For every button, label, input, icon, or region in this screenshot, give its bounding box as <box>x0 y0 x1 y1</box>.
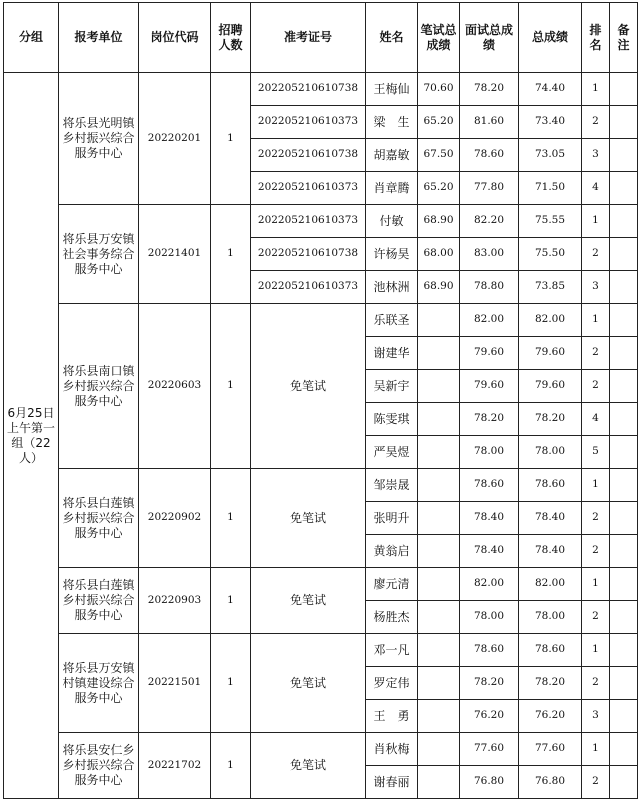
written-cell <box>418 667 460 700</box>
name-cell: 肖章腾 <box>366 172 418 205</box>
rank-cell: 1 <box>582 634 610 667</box>
recruit-cell: 1 <box>211 469 251 568</box>
total-cell: 78.00 <box>519 601 582 634</box>
total-cell: 78.00 <box>519 436 582 469</box>
written-cell: 65.20 <box>418 172 460 205</box>
exempt-cell: 免笔试 <box>251 733 366 799</box>
written-cell <box>418 766 460 799</box>
header-unit: 报考单位 <box>59 3 139 73</box>
code-cell: 20220903 <box>139 568 211 634</box>
code-cell: 20220603 <box>139 304 211 469</box>
note-cell <box>610 667 638 700</box>
total-cell: 78.40 <box>519 502 582 535</box>
written-cell <box>418 601 460 634</box>
note-cell <box>610 73 638 106</box>
written-cell: 68.00 <box>418 238 460 271</box>
name-cell: 陈雯琪 <box>366 403 418 436</box>
written-cell: 67.50 <box>418 139 460 172</box>
header-total: 总成绩 <box>519 3 582 73</box>
code-cell: 20221401 <box>139 205 211 304</box>
total-cell: 79.60 <box>519 370 582 403</box>
note-cell <box>610 304 638 337</box>
header-rank: 排名 <box>582 3 610 73</box>
rank-cell: 1 <box>582 469 610 502</box>
note-cell <box>610 271 638 304</box>
recruit-cell: 1 <box>211 205 251 304</box>
ticket-cell: 202205210610738 <box>251 139 366 172</box>
written-cell <box>418 337 460 370</box>
interview-cell: 82.00 <box>460 304 519 337</box>
total-cell: 82.00 <box>519 304 582 337</box>
rank-cell: 3 <box>582 700 610 733</box>
interview-cell: 78.60 <box>460 469 519 502</box>
rank-cell: 1 <box>582 205 610 238</box>
written-cell <box>418 469 460 502</box>
unit-cell: 将乐县万安镇村镇建设综合服务中心 <box>59 634 139 733</box>
table-body <box>4 73 638 799</box>
note-cell <box>610 634 638 667</box>
name-cell: 罗定伟 <box>366 667 418 700</box>
interview-cell: 78.60 <box>460 139 519 172</box>
total-cell: 78.20 <box>519 667 582 700</box>
unit-cell: 将乐县光明镇乡村振兴综合服务中心 <box>59 73 139 205</box>
table-row <box>4 733 638 766</box>
table-row <box>4 304 638 337</box>
rank-cell: 3 <box>582 139 610 172</box>
interview-cell: 82.20 <box>460 205 519 238</box>
interview-cell: 78.20 <box>460 403 519 436</box>
interview-cell: 77.60 <box>460 733 519 766</box>
header-written: 笔试总成绩 <box>418 3 460 73</box>
name-cell: 邓一凡 <box>366 634 418 667</box>
unit-cell: 将乐县万安镇社会事务综合服务中心 <box>59 205 139 304</box>
name-cell: 池林洲 <box>366 271 418 304</box>
rank-cell: 2 <box>582 502 610 535</box>
interview-cell: 78.20 <box>460 73 519 106</box>
note-cell <box>610 601 638 634</box>
note-cell <box>610 568 638 601</box>
note-cell <box>610 403 638 436</box>
group-cell: 6月25日上午第一组（22人） <box>4 73 59 799</box>
ticket-cell: 202205210610373 <box>251 106 366 139</box>
name-cell: 肖秋梅 <box>366 733 418 766</box>
header-ticket: 准考证号 <box>251 3 366 73</box>
header-interview: 面试总成绩 <box>460 3 519 73</box>
total-cell: 73.85 <box>519 271 582 304</box>
note-cell <box>610 337 638 370</box>
total-cell: 75.55 <box>519 205 582 238</box>
interview-cell: 76.20 <box>460 700 519 733</box>
name-cell: 胡嘉敏 <box>366 139 418 172</box>
rank-cell: 1 <box>582 304 610 337</box>
rank-cell: 1 <box>582 73 610 106</box>
recruit-cell: 1 <box>211 733 251 799</box>
total-cell: 78.60 <box>519 634 582 667</box>
note-cell <box>610 535 638 568</box>
exempt-cell: 免笔试 <box>251 568 366 634</box>
exempt-cell: 免笔试 <box>251 304 366 469</box>
name-cell: 黄翁启 <box>366 535 418 568</box>
table-row <box>4 634 638 667</box>
header-note: 备注 <box>610 3 638 73</box>
ticket-cell: 202205210610373 <box>251 205 366 238</box>
recruit-cell: 1 <box>211 73 251 205</box>
header-name: 姓名 <box>366 3 418 73</box>
unit-cell: 将乐县白莲镇乡村振兴综合服务中心 <box>59 469 139 568</box>
rank-cell: 5 <box>582 436 610 469</box>
interview-cell: 78.00 <box>460 601 519 634</box>
name-cell: 谢春丽 <box>366 766 418 799</box>
note-cell <box>610 469 638 502</box>
unit-cell: 将乐县安仁乡乡村振兴综合服务中心 <box>59 733 139 799</box>
note-cell <box>610 502 638 535</box>
interview-cell: 77.80 <box>460 172 519 205</box>
rank-cell: 4 <box>582 172 610 205</box>
interview-cell: 78.20 <box>460 667 519 700</box>
note-cell <box>610 139 638 172</box>
name-cell: 王 勇 <box>366 700 418 733</box>
note-cell <box>610 172 638 205</box>
name-cell: 张明升 <box>366 502 418 535</box>
exempt-cell: 免笔试 <box>251 634 366 733</box>
code-cell: 20221702 <box>139 733 211 799</box>
total-cell: 78.20 <box>519 403 582 436</box>
header-row <box>4 3 638 73</box>
results-table <box>3 2 638 799</box>
written-cell: 68.90 <box>418 205 460 238</box>
ticket-cell: 202205210610373 <box>251 172 366 205</box>
interview-cell: 83.00 <box>460 238 519 271</box>
note-cell <box>610 205 638 238</box>
table-row <box>4 73 638 106</box>
name-cell: 廖元清 <box>366 568 418 601</box>
rank-cell: 2 <box>582 238 610 271</box>
total-cell: 78.60 <box>519 469 582 502</box>
rank-cell: 2 <box>582 601 610 634</box>
name-cell: 邹崇晟 <box>366 469 418 502</box>
note-cell <box>610 106 638 139</box>
written-cell <box>418 568 460 601</box>
rank-cell: 2 <box>582 766 610 799</box>
name-cell: 乐联圣 <box>366 304 418 337</box>
written-cell <box>418 700 460 733</box>
interview-cell: 81.60 <box>460 106 519 139</box>
written-cell: 68.90 <box>418 271 460 304</box>
total-cell: 73.40 <box>519 106 582 139</box>
table-row <box>4 469 638 502</box>
rank-cell: 1 <box>582 733 610 766</box>
total-cell: 73.05 <box>519 139 582 172</box>
table-row <box>4 568 638 601</box>
recruit-cell: 1 <box>211 634 251 733</box>
header-group: 分组 <box>4 3 59 73</box>
interview-cell: 78.60 <box>460 634 519 667</box>
name-cell: 王梅仙 <box>366 73 418 106</box>
ticket-cell: 202205210610738 <box>251 73 366 106</box>
interview-cell: 78.80 <box>460 271 519 304</box>
header-recruit: 招聘人数 <box>211 3 251 73</box>
note-cell <box>610 733 638 766</box>
note-cell <box>610 436 638 469</box>
interview-cell: 79.60 <box>460 337 519 370</box>
written-cell <box>418 304 460 337</box>
written-cell <box>418 502 460 535</box>
total-cell: 77.60 <box>519 733 582 766</box>
interview-cell: 78.40 <box>460 535 519 568</box>
code-cell: 20221501 <box>139 634 211 733</box>
interview-cell: 78.00 <box>460 436 519 469</box>
rank-cell: 1 <box>582 568 610 601</box>
rank-cell: 2 <box>582 370 610 403</box>
rank-cell: 2 <box>582 337 610 370</box>
note-cell <box>610 766 638 799</box>
ticket-cell: 202205210610373 <box>251 271 366 304</box>
name-cell: 杨胜杰 <box>366 601 418 634</box>
total-cell: 76.20 <box>519 700 582 733</box>
written-cell <box>418 436 460 469</box>
name-cell: 许杨昊 <box>366 238 418 271</box>
name-cell: 付敏 <box>366 205 418 238</box>
name-cell: 吴新宇 <box>366 370 418 403</box>
rank-cell: 4 <box>582 403 610 436</box>
total-cell: 71.50 <box>519 172 582 205</box>
name-cell: 严昊煜 <box>366 436 418 469</box>
total-cell: 79.60 <box>519 337 582 370</box>
written-cell <box>418 733 460 766</box>
rank-cell: 2 <box>582 106 610 139</box>
rank-cell: 2 <box>582 667 610 700</box>
ticket-cell: 202205210610738 <box>251 238 366 271</box>
written-cell <box>418 370 460 403</box>
unit-cell: 将乐县白莲镇乡村振兴综合服务中心 <box>59 568 139 634</box>
note-cell <box>610 700 638 733</box>
interview-cell: 82.00 <box>460 568 519 601</box>
unit-cell: 将乐县南口镇乡村振兴综合服务中心 <box>59 304 139 469</box>
header-code: 岗位代码 <box>139 3 211 73</box>
note-cell <box>610 370 638 403</box>
rank-cell: 3 <box>582 271 610 304</box>
code-cell: 20220201 <box>139 73 211 205</box>
total-cell: 78.40 <box>519 535 582 568</box>
total-cell: 76.80 <box>519 766 582 799</box>
recruit-cell: 1 <box>211 568 251 634</box>
interview-cell: 76.80 <box>460 766 519 799</box>
name-cell: 梁 生 <box>366 106 418 139</box>
recruit-cell: 1 <box>211 304 251 469</box>
note-cell <box>610 238 638 271</box>
table-row <box>4 205 638 238</box>
interview-cell: 78.40 <box>460 502 519 535</box>
code-cell: 20220902 <box>139 469 211 568</box>
written-cell: 65.20 <box>418 106 460 139</box>
name-cell: 谢建华 <box>366 337 418 370</box>
exempt-cell: 免笔试 <box>251 469 366 568</box>
total-cell: 74.40 <box>519 73 582 106</box>
written-cell <box>418 535 460 568</box>
written-cell: 70.60 <box>418 73 460 106</box>
rank-cell: 2 <box>582 535 610 568</box>
written-cell <box>418 403 460 436</box>
written-cell <box>418 634 460 667</box>
interview-cell: 79.60 <box>460 370 519 403</box>
total-cell: 82.00 <box>519 568 582 601</box>
total-cell: 75.50 <box>519 238 582 271</box>
